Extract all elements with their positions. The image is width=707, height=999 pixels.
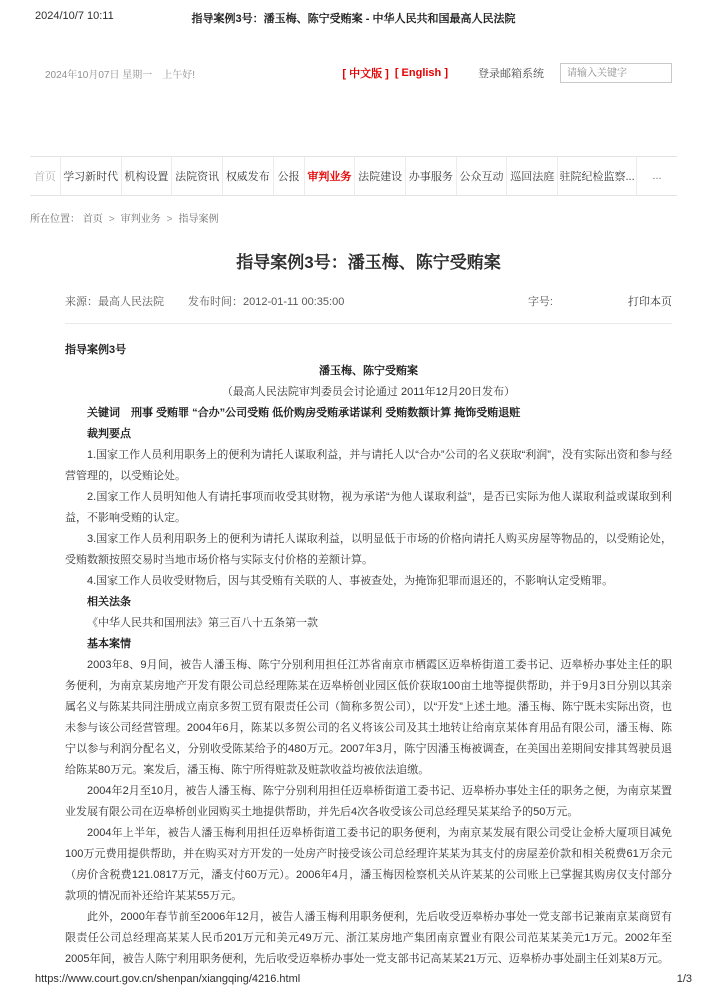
- print-datetime: 2024/10/7 10:11: [35, 10, 114, 22]
- article-meta: [65, 293, 672, 324]
- nav-item-gazette[interactable]: 公报: [274, 157, 305, 195]
- main-nav: [30, 156, 677, 196]
- nav-item-public-interaction[interactable]: 公众互动: [457, 157, 508, 195]
- breadcrumb-separator: >: [108, 214, 115, 225]
- content-block-11: 基本案情: [87, 638, 131, 650]
- print-page-button[interactable]: 打印本页: [628, 296, 672, 308]
- content-block-8: 4.国家工作人员收受财物后，因与其受贿有关联的人、事被查处，为掩饰犯罪而退还的，不影响认定受贿罪。: [87, 575, 614, 587]
- nav-item-discipline-inspection[interactable]: 驻院纪检监察...: [558, 157, 637, 195]
- content-block-6: 2.国家工作人员明知他人有请托事项而收受其财物，视为承诺“为他人谋取利益”，是否已实际为他人谋取利益或谋取到利益，不影响受贿的认定。: [65, 491, 672, 524]
- lang-en-link[interactable]: [ English ]: [394, 67, 448, 79]
- site-header: [45, 62, 672, 84]
- print-url: https://www.court.gov.cn/shenpan/xiangqing/4216.html: [35, 973, 301, 985]
- mail-login-link[interactable]: 登录邮箱系统: [478, 68, 544, 80]
- lang-zh-link[interactable]: [ 中文版 ]: [342, 68, 389, 80]
- nav-item-services[interactable]: 办事服务: [406, 157, 457, 195]
- breadcrumb-separator: >: [166, 214, 173, 225]
- greeting-text: 2024年10月07日 星期一 上午好!: [45, 69, 196, 81]
- meta-source: 来源：最高人民法院: [65, 296, 164, 308]
- content-block-9: 相关法条: [87, 596, 131, 608]
- content-block-10: 《中华人民共和国刑法》第三百八十五条第一款: [87, 617, 318, 629]
- nav-item-circuit-court[interactable]: 巡回法庭: [507, 157, 558, 195]
- nav-item-study-new-era[interactable]: 学习新时代: [61, 157, 122, 195]
- breadcrumb-label: 所在位置：: [30, 214, 80, 225]
- content-block-4: 裁判要点: [87, 428, 131, 440]
- content-block-2: （最高人民法院审判委员会讨论通过 2011年12月20日发布）: [221, 386, 516, 398]
- breadcrumb-link-2[interactable]: 指导案例: [178, 214, 219, 225]
- nav-item-home[interactable]: 首页: [30, 157, 61, 195]
- font-size-label: 字号:: [527, 296, 553, 308]
- nav-item-overflow[interactable]: ...: [652, 170, 662, 182]
- nav-item-authoritative-release[interactable]: 权威发布: [223, 157, 274, 195]
- breadcrumb: [30, 210, 677, 225]
- print-doc-title: 指导案例3号：潘玉梅、陈宁受贿案 - 中华人民共和国最高人民法院: [191, 13, 516, 25]
- nav-item-organization[interactable]: 机构设置: [122, 157, 173, 195]
- breadcrumb-link-1[interactable]: 审判业务: [120, 214, 161, 225]
- content-block-0: 指导案例3号: [65, 344, 127, 356]
- search-input[interactable]: [560, 63, 672, 83]
- meta-publish-time: 发布时间：2012-01-11 00:35:00: [188, 296, 345, 308]
- content-block-14: 2004年上半年，被告人潘玉梅利用担任迈皋桥街道工委书记的职务便利，为南京某发展有限公司受让金桥大厦项目减免100万元费用提供帮助，并在购买对方开发的一处房产时接受该公司总经理许某某为其支付的房屋差价款和相关税费61万余元（房价含税费121.0817万元，潘支付60万元）。2006年4月，潘玉梅因检察机关从许某某的公司账上已掌握其购房仅支付部分款项的情况而补还给许某某55万元。: [65, 827, 672, 902]
- content-block-7: 3.国家工作人员利用职务上的便利为请托人谋取利益，以明显低于市场的价格向请托人购买房屋等物品的，以受贿论处，受贿数额按照交易时当地市场价格与实际支付价格的差额计算。: [65, 533, 672, 566]
- print-footer: [35, 973, 692, 985]
- print-page-indicator: 1/3: [676, 973, 692, 985]
- nav-item-trial-work[interactable]: 审判业务: [305, 157, 356, 195]
- content-block-12: 2003年8、9月间，被告人潘玉梅、陈宁分别利用担任江苏省南京市栖霞区迈皋桥街道工委书记、迈皋桥办事处主任的职务便利，为南京某房地产开发有限公司总经理陈某在迈皋桥创业园区低价获取100亩土地等提供帮助，并于9月3日分别以其亲属名义与陈某共同注册成立南京多贺工贸有限责任公司（简称多贺公司），以“开发”上述土地。潘玉梅、陈宁既未实际出资，也未参与该公司经营管理。2004年6月，陈某以多贺公司的名义将该公司及其土地转让给南京某体育用品有限公司，潘玉梅、陈宁以参与利润分配名义，分别收受陈某给予的480万元。2007年3月，陈宁因潘玉梅被调查，在美国出差期间安排其驾驶员退给陈某80万元。案发后，潘玉梅、陈宁所得赃款及赃款收益均被依法追缴。: [65, 659, 672, 776]
- print-header: [35, 10, 672, 26]
- nav-item-court-news[interactable]: 法院资讯: [172, 157, 223, 195]
- content-block-3: 关键词 刑事 受贿罪 “合办”公司受贿 低价购房受贿承诺谋利 受贿数额计算 掩饰受贿退赃: [87, 407, 521, 419]
- content-block-15: 此外，2000年春节前至2006年12月，被告人潘玉梅利用职务便利，先后收受迈皋桥办事处一党支部书记兼南京某商贸有限责任公司总经理高某某人民币201万元和美元49万元、浙江某房地产集团南京置业有限公司范某某美元1万元。2002年至2005年间，被告人陈宁利用职务便利，先后收受迈皋桥办事处一党支部书记高某某21万元、迈皋桥办事处副主任刘某8万元。: [65, 911, 672, 965]
- content-block-13: 2004年2月至10月，被告人潘玉梅、陈宁分别利用担任迈皋桥街道工委书记、迈皋桥办事处主任的职务之便，为南京某置业发展有限公司在迈皋桥创业园购买土地提供帮助，并先后4次各收受该公司总经理吴某某给予的50万元。: [65, 785, 672, 818]
- article: [65, 251, 672, 970]
- content-block-5: 1.国家工作人员利用职务上的便利为请托人谋取利益，并与请托人以“合办”公司的名义获取“利润”，没有实际出资和参与经营管理的，以受贿论处。: [65, 449, 672, 482]
- nav-item-court-construction[interactable]: 法院建设: [355, 157, 406, 195]
- content-block-1: 潘玉梅、陈宁受贿案: [319, 365, 418, 377]
- article-content: [65, 340, 672, 970]
- page-title: 指导案例3号：潘玉梅、陈宁受贿案: [236, 253, 501, 272]
- breadcrumb-link-0[interactable]: 首页: [82, 214, 103, 225]
